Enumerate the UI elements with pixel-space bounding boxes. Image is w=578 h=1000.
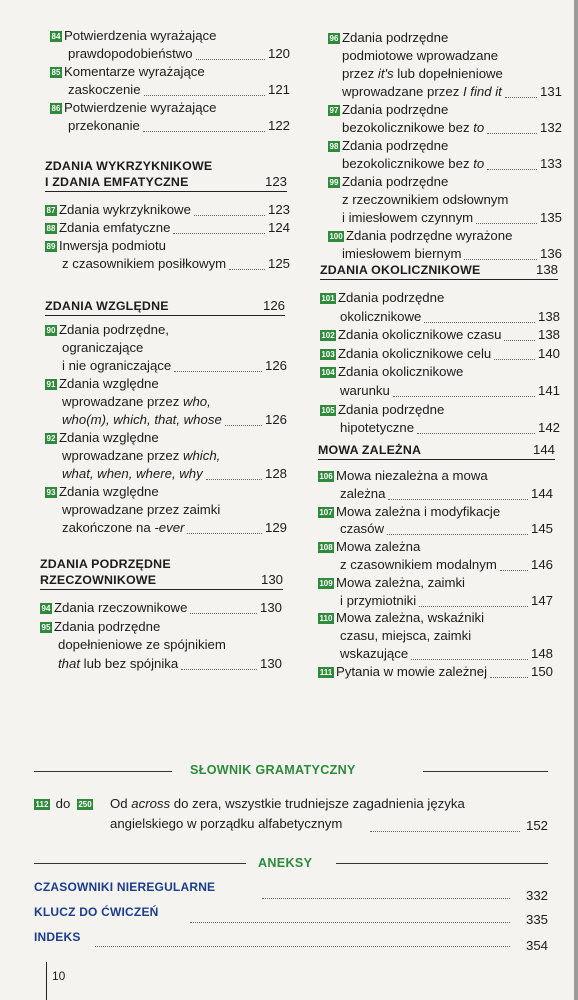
glossary-title: SŁOWNIK GRAMATYCZNY [190, 763, 356, 777]
toc-entry-text: Zdania okolicznikowe celu [338, 345, 492, 361]
section-number-badge: 97 [329, 106, 339, 115]
dot-leader [173, 233, 264, 234]
toc-entry-text: okolicznikowe [340, 308, 422, 324]
section-number-badge: 84 [51, 32, 61, 41]
toc-entry-line [318, 610, 484, 626]
toc-entry-line [342, 66, 503, 82]
toc-page-number: 142 [537, 420, 560, 436]
section-number-badge: 89 [46, 242, 56, 251]
section-number-badge: 104 [321, 368, 335, 378]
glossary-text-2: angielskiego w porządku alfabetycznym [110, 816, 343, 831]
toc-entry-line [62, 502, 220, 518]
dot-leader [187, 533, 261, 534]
toc-entry-text: Zdania względne [59, 484, 159, 499]
toc-entry-text: that lub bez spójnika [58, 655, 179, 671]
toc-page-number: 129 [264, 520, 287, 535]
toc-entry-line [40, 600, 187, 616]
toc-entry-text: przez it's lub dopełnieniowe [342, 66, 503, 81]
section-page-number: 144 [532, 442, 555, 457]
toc-page-number: 130 [259, 655, 282, 671]
toc-entry-text: who(m), which, that, whose [62, 412, 222, 427]
toc-entry-line [320, 346, 491, 362]
toc-entry-text: czasów [340, 521, 384, 537]
toc-page-number: 126 [264, 412, 287, 427]
section-number-badge: 96 [329, 34, 339, 43]
annex-rule-right [336, 863, 548, 864]
dot-leader [174, 371, 262, 372]
toc-entry-line [318, 504, 500, 520]
toc-page-number: 122 [267, 118, 290, 133]
toc-entry-text: wprowadzane przez who, [62, 394, 211, 409]
toc-entry-line [340, 593, 416, 609]
toc-entry-text: podmiotowe wprowadzane [342, 48, 499, 63]
toc-entry-text: Komentarze wyrażające [64, 64, 205, 79]
section-heading: ZDANIA PODRZĘDNE [40, 557, 171, 571]
toc-entry-text: dopełnieniowe ze spójnikiem [58, 637, 226, 652]
toc-page-number: 133 [539, 156, 562, 171]
toc-entry-line [62, 520, 184, 536]
toc-entry-line [58, 637, 226, 653]
toc-entry-text: Mowa zależna [336, 539, 421, 555]
toc-entry-text: Zdania okolicznikowe [338, 364, 464, 380]
section-rule [40, 589, 283, 590]
toc-entry-line [45, 376, 159, 392]
dot-leader [196, 59, 265, 60]
toc-page-number: 123 [267, 202, 290, 217]
glossary-range [34, 796, 95, 812]
toc-entry-text: Zdania podrzędne, [59, 322, 169, 337]
glossary-rule-right [423, 771, 548, 772]
section-heading: ZDANIA WZGLĘDNE [45, 299, 169, 313]
toc-page-number: 136 [539, 246, 562, 261]
toc-entry-line [50, 28, 216, 44]
toc-entry-line [50, 100, 216, 116]
section-number-badge: 85 [51, 68, 61, 77]
toc-entry-line [342, 84, 502, 100]
toc-entry-text: wprowadzane przez which, [62, 448, 221, 463]
toc-page-number: 126 [264, 358, 287, 373]
toc-entry-text: Zdania podrzędne [342, 102, 449, 117]
section-page-number: 138 [535, 262, 558, 277]
toc-page-number: 138 [537, 327, 560, 343]
toc-entry-line [340, 486, 385, 502]
toc-entry-line [342, 120, 484, 136]
toc-entry-text: wprowadzane przez zaimki [62, 502, 221, 517]
toc-entry-text: czasu, miejsca, zaimki [340, 628, 472, 644]
dot-leader [143, 131, 265, 132]
glossary-from-badge: 112 [35, 800, 49, 809]
toc-page-number: 141 [537, 383, 560, 398]
toc-page-number: 124 [267, 220, 290, 235]
annex-leader-2 [190, 922, 510, 923]
toc-entry-text: Zdania okolicznikowe czasu [338, 327, 502, 343]
glossary-leader [370, 831, 520, 832]
section-number-badge: 92 [46, 434, 56, 443]
toc-entry-text: zakończone na -ever [62, 520, 185, 535]
toc-entry-text: wprowadzane przez I find it [342, 84, 502, 99]
toc-entry-text: Inwersja podmiotu [59, 238, 167, 253]
toc-entry-line [328, 102, 448, 118]
toc-entry-text: ograniczające [62, 340, 144, 355]
toc-entry-line [342, 210, 473, 226]
toc-page-number: 148 [530, 646, 553, 661]
toc-entry-line [320, 402, 444, 418]
toc-page-number: 147 [530, 592, 553, 608]
toc-entry-line [340, 646, 408, 662]
toc-entry-text: Zdania rzeczownikowe [54, 600, 188, 615]
annex-leader-1 [262, 898, 510, 899]
annex-rule-left [34, 863, 246, 864]
section-number-badge: 87 [46, 206, 56, 215]
section-number-badge: 102 [321, 331, 335, 341]
section-number-badge: 101 [321, 294, 335, 303]
annex-item-answer-key: KLUCZ DO ĆWICZEŃ [34, 905, 159, 919]
dot-leader [181, 669, 257, 670]
dot-leader [190, 613, 256, 614]
toc-entry-text: Zdania podrzędne [338, 401, 445, 417]
annex-item-index: INDEKS [34, 930, 81, 944]
section-page-number: 130 [260, 572, 283, 587]
section-rule [45, 315, 285, 316]
section-rule [320, 279, 558, 280]
dot-leader [144, 95, 265, 96]
toc-entry-text: zależna [340, 485, 386, 501]
toc-entry-line [318, 539, 420, 555]
section-number-badge: 111 [319, 667, 333, 677]
section-heading-line2: RZECZOWNIKOWE [40, 573, 157, 587]
toc-entry-line [328, 138, 448, 154]
toc-page-number: 144 [530, 485, 553, 501]
toc-entry-line [68, 46, 193, 62]
toc-entry-line [68, 82, 141, 98]
toc-entry-line [62, 448, 220, 464]
dot-leader [387, 534, 528, 535]
toc-entry-line [68, 118, 140, 134]
toc-entry-text: i imiesłowem czynnym [342, 210, 474, 225]
toc-entry-text: Mowa zależna, zaimki [336, 574, 465, 590]
dot-leader [424, 322, 534, 323]
section-heading: ZDANIA WYKRZYKNIKOWE [45, 159, 213, 173]
section-number-badge: 90 [46, 326, 56, 335]
toc-entry-line [342, 246, 461, 262]
section-number-badge: 103 [321, 349, 335, 359]
toc-entry-line [62, 358, 171, 374]
section-number-badge: 95 [41, 622, 51, 632]
section-number-badge: 91 [46, 380, 56, 389]
toc-page-number: 120 [267, 46, 290, 61]
page-number: 10 [52, 969, 66, 983]
toc-entry-text: wskazujące [340, 646, 409, 661]
section-heading: ZDANIA OKOLICZNIKOWE [320, 263, 481, 277]
toc-entry-text: bezokolicznikowe bez to [342, 156, 485, 171]
toc-entry-line [340, 521, 384, 537]
toc-entry-text: imiesłowem biernym [342, 246, 462, 261]
toc-entry-line [45, 430, 159, 446]
page-number-bar [46, 962, 47, 1000]
toc-entry-text: prawdopodobieństwo [68, 46, 193, 61]
toc-entry-text: what, when, where, why [62, 466, 203, 481]
toc-page-number: 132 [539, 120, 562, 135]
section-number-badge: 109 [319, 578, 333, 588]
toc-entry-text: z czasownikiem posiłkowym [62, 256, 227, 271]
glossary-text-1: Od across do zera, wszystkie trudniejsze zagadnienia języka [110, 796, 465, 811]
toc-entry-line [50, 64, 205, 80]
toc-entry-text: Potwierdzenia wyrażające [64, 28, 217, 43]
toc-entry-line [328, 30, 448, 46]
toc-entry-text: i nie ograniczające [62, 358, 172, 373]
toc-entry-text: Mowa zależna, wskaźniki [336, 610, 485, 626]
section-heading: MOWA ZALEŻNA [318, 443, 422, 457]
section-number-badge: 106 [319, 472, 333, 481]
toc-entry-text: Pytania w mowie zależnej [336, 663, 487, 679]
section-number-badge: 86 [51, 104, 61, 113]
dot-leader [194, 215, 265, 216]
toc-entry-line [320, 327, 501, 343]
toc-entry-line [45, 202, 191, 218]
section-number-badge: 98 [329, 142, 339, 151]
toc-entry-text: Zdania podrzędne wyrażone [346, 228, 513, 243]
toc-page-number: 146 [530, 557, 553, 572]
toc-entry-text: bezokolicznikowe bez to [342, 120, 485, 135]
annex-page-1: 332 [525, 888, 548, 903]
toc-entry-text: Zdania emfatyczne [59, 220, 171, 235]
annex-title: ANEKSY [258, 856, 313, 870]
toc-page-number: 121 [267, 82, 290, 97]
toc-entry-text: Zdania podrzędne [342, 138, 449, 153]
section-number-badge: 88 [46, 224, 56, 233]
toc-entry-text: hipotetyczne [340, 420, 415, 436]
toc-entry-line [340, 557, 497, 573]
toc-entry-line [340, 420, 414, 436]
toc-page-number: 131 [539, 84, 562, 99]
toc-page-number: 128 [264, 466, 287, 481]
toc-entry-text: Zdania podrzędne [342, 174, 449, 189]
section-number-badge: 107 [319, 507, 333, 517]
toc-entry-text: Mowa zależna i modyfikacje [336, 503, 501, 519]
toc-page-number: 130 [259, 600, 282, 615]
toc-entry-line [58, 656, 178, 672]
toc-entry-text: Zdania względne [59, 376, 159, 391]
toc-entry-text: i przymiotniki [340, 592, 417, 608]
toc-entry-line [342, 48, 498, 64]
toc-entry-text: Zdania podrzędne [338, 290, 445, 305]
toc-entry-line [328, 228, 512, 244]
toc-entry-text: z czasownikiem modalnym [340, 557, 497, 572]
section-page-number: 123 [264, 174, 287, 189]
annex-page-2: 335 [525, 912, 548, 927]
section-rule [318, 459, 555, 460]
toc-page-number: 135 [539, 210, 562, 225]
toc-entry-line [45, 220, 170, 236]
glossary-connector: do [55, 796, 71, 811]
toc-entry-line [40, 619, 160, 635]
section-number-badge: 93 [46, 488, 56, 497]
toc-entry-text: Mowa niezależna a mowa [336, 468, 488, 483]
toc-entry-line [62, 412, 222, 428]
toc-entry-line [340, 383, 390, 399]
annex-leader-3 [95, 946, 510, 947]
toc-entry-line [320, 364, 463, 380]
dot-leader [388, 499, 527, 500]
section-number-badge: 105 [321, 405, 335, 415]
section-number-badge: 110 [319, 614, 333, 624]
dot-leader [464, 259, 536, 260]
toc-entry-line [342, 192, 508, 208]
dot-leader [393, 396, 535, 397]
toc-entry-text: przekonanie [68, 118, 140, 133]
section-number-badge: 100 [329, 232, 343, 241]
page-edge-shadow [574, 0, 578, 1000]
toc-entry-text: warunku [340, 383, 390, 398]
glossary-page: 152 [525, 818, 548, 833]
toc-page-number: 138 [537, 308, 560, 324]
section-number-badge: 94 [41, 604, 51, 613]
toc-entry-line [318, 468, 488, 484]
annex-item-irregular-verbs: CZASOWNIKI NIEREGULARNE [34, 880, 216, 894]
toc-entry-line [62, 340, 143, 356]
dot-leader [411, 659, 528, 660]
dot-leader [417, 433, 535, 434]
toc-entry-text: Zdania podrzędne [54, 618, 161, 634]
toc-page-number: 125 [267, 256, 290, 271]
toc-entry-text: Potwierdzenie wyrażające [64, 100, 217, 115]
glossary-description-line2 [110, 816, 342, 832]
section-page-number: 126 [262, 298, 285, 313]
dot-leader [419, 606, 528, 607]
section-number-badge: 99 [329, 178, 339, 187]
toc-entry-line [45, 484, 159, 500]
toc-entry-line [328, 174, 448, 190]
toc-entry-line [340, 628, 471, 644]
toc-entry-line [342, 156, 484, 172]
toc-entry-text: zaskoczenie [68, 82, 141, 97]
toc-entry-line [340, 309, 421, 325]
section-rule [45, 191, 287, 192]
toc-page-number: 145 [530, 521, 553, 537]
section-heading-line2: I ZDANIA EMFATYCZNE [45, 175, 189, 189]
toc-page-number: 150 [530, 663, 553, 679]
glossary-to-badge: 250 [78, 800, 92, 809]
glossary-description-line1 [110, 796, 465, 812]
toc-page-number: 140 [537, 345, 560, 361]
toc-entry-text: Zdania wykrzyknikowe [59, 202, 191, 217]
toc-entry-text: z rzeczownikiem odsłownym [342, 192, 509, 207]
toc-entry-line [318, 664, 487, 680]
annex-page-3: 354 [525, 938, 548, 953]
toc-entry-line [62, 466, 203, 482]
section-number-badge: 108 [319, 543, 333, 553]
toc-entry-text: Zdania podrzędne [342, 30, 449, 45]
glossary-rule-left [34, 771, 172, 772]
toc-entry-line [45, 322, 169, 338]
toc-entry-line [62, 256, 226, 272]
toc-entry-line [45, 238, 166, 254]
toc-entry-text: Zdania względne [59, 430, 159, 445]
toc-entry-line [62, 394, 211, 410]
toc-entry-line [318, 575, 465, 591]
toc-entry-line [320, 290, 444, 306]
